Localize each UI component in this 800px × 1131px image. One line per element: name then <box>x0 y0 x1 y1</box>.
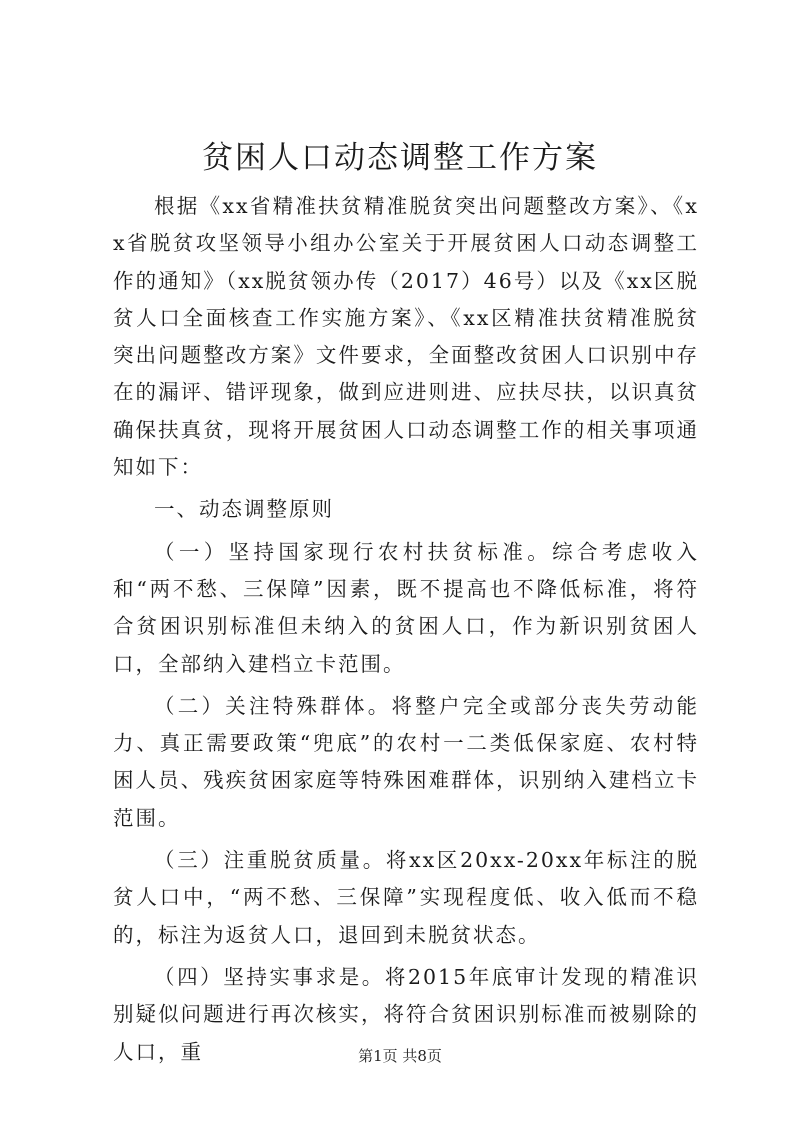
intro-paragraph: 根据《xx省精准扶贫精准脱贫突出问题整改方案》、《xx省脱贫攻坚领导小组办公室关于开展贫困人口动态调整工作的通知》（xx脱贫领办传（2017）46号）以及《xx区脱贫人口全面核查工作实施方案》、《xx区精准扶贫精准脱贫突出问题整改方案》文件要求，全面整改贫困人口识别中存在的漏评、错评现象，做到应进则进、应扶尽扶，以识真贫确保扶真贫，现将开展贫困人口动态调整工作的相关事项通知如下： <box>113 194 699 480</box>
page-number-footer: 第1页 共8页 <box>358 1047 442 1065</box>
principle-paragraph-2: （二）关注特殊群体。将整户完全或部分丧失劳动能力、真正需要政策“兜底”的农村一二类低保家庭、农村特困人员、残疾贫困家庭等特殊困难群体，识别纳入建档立卡范围。 <box>113 693 699 830</box>
section-heading: 一、动态调整原则 <box>154 497 334 522</box>
document-body <box>113 188 699 1076</box>
document-title: 贫困人口动态调整工作方案 <box>202 140 598 176</box>
principle-paragraph-3: （三）注重脱贫质量。将xx区20xx-20xx年标注的脱贫人口中，“两不愁、三保障”实现程度低、收入低而不稳的，标注为返贫人口，退回到未脱贫状态。 <box>113 848 699 947</box>
principle-paragraph-4: （四）坚持实事求是。将2015年底审计发现的精准识别疑似问题进行再次核实，将符合贫困识别标准而被剔除的人口，重 <box>113 964 699 1064</box>
principle-paragraph-1: （一）坚持国家现行农村扶贫标准。综合考虑收入和“两不愁、三保障”因素，既不提高也不降低标准，将符合贫困识别标准但未纳入的贫困人口，作为新识别贫困人口，全部纳入建档立卡范围。 <box>113 539 699 676</box>
